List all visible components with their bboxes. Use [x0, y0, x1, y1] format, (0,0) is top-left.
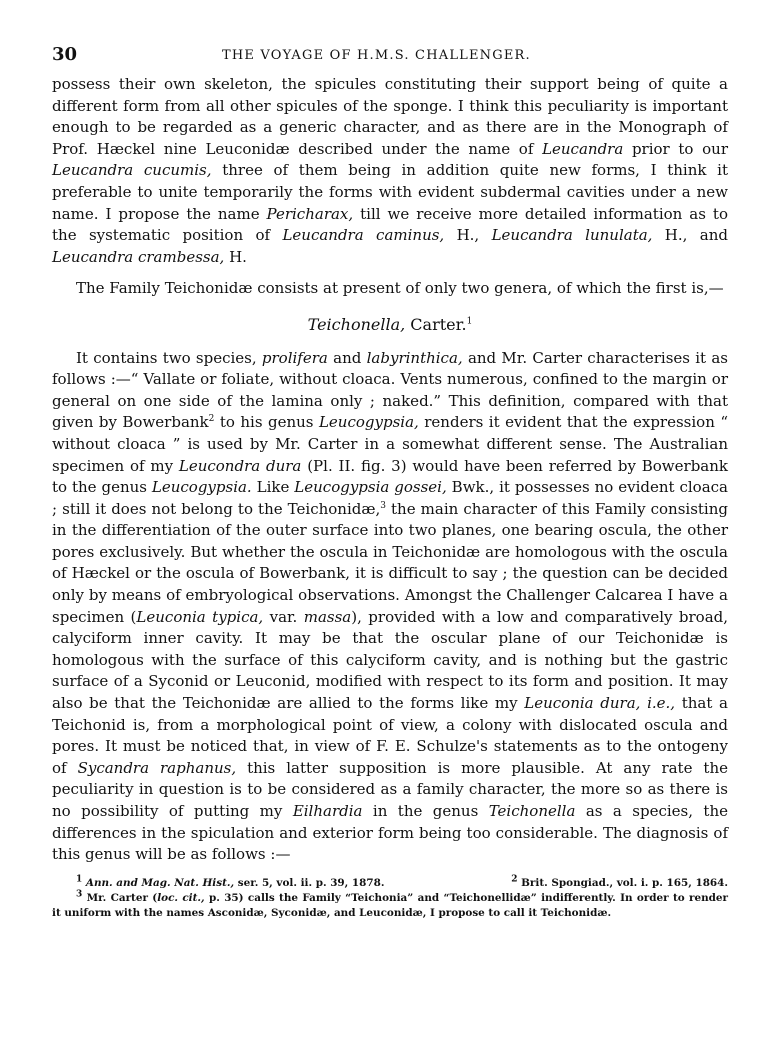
- section-heading: Teichonella, Carter.$^1$: [307, 314, 473, 334]
- paragraph-continuation: possess their own skeleton, the spicules constituting their support being of quite a different form from all other spicules of the sponge. I think this peculiarity is important enough to be regarded as a generic character, and as there are in the Monograph of Prof. Hæckel nine Leuconidæ described under the name of Leucandra prior to our Leucandra cucumis, three of them being in addition quite new forms, I think it preferable to unite temporarily the forms with evident subdermal cavities under a new name. I propose the name Pericharax, till we receive more detailed information as to the systematic position of Leucandra caminus, H., Leucandra lunulata, H., and Leucandra crambessa, H.: [52, 75, 729, 266]
- page: [52, 44, 728, 921]
- footnote-1: $^1$ Ann. and Mag. Nat. Hist., ser. 5, vol. ii. p. 39, 1878.: [76, 874, 385, 889]
- paragraph-family: The Family Teichonidæ consists at present of only two genera, of which the first is,—: [76, 279, 724, 298]
- footnotes: [52, 876, 728, 921]
- page-header: [52, 44, 728, 74]
- footnote-ref: 3: [380, 500, 386, 511]
- footnote-ref: 1: [466, 316, 473, 327]
- running-head: THE VOYAGE OF H.M.S. CHALLENGER.: [222, 48, 531, 63]
- body-text: [52, 74, 728, 866]
- page-number: 30: [52, 44, 78, 65]
- paragraph-teichonella: It contains two species, prolifera and labyrinthica, and Mr. Carter characterises it as follows :—“ Vallate or foliate, without cloaca. Vents numerous, confined to the margin or general on one side of the lamina only ; naked.” This definition, compared with that given by Bowerbank$^2$ to his genus Leucogypsia, renders it evident that the expression “ without cloaca ” is used by Mr. Carter in a somewhat different sense. The Australian specimen of my Leucondra dura (Pl. II. fig. 3) would have been referred by Bowerbank to the genus Leucogypsia. Like Leucogypsia gossei, Bwk., it possesses no evident cloaca ; still it does not belong to the Teichonidæ,$^3$ the main character of this Family consisting in the differentiation of the outer surface into two planes, one bearing oscula, the other pores exclusively. But whether the oscula in Teichonidæ are homologous with the oscula of Hæckel or the oscula of Bowerbank, it is difficult to say ; the question can be decided only by means of embryological observations. Amongst the Challenger Calcarea I have a specimen (Leuconia typica, var. massa), provided with a low and comparatively broad, calyciform inner cavity. It may be that the oscular plane of our Teichonidæ is homologous with the surface of this calyciform cavity, and is nothing but the gastric surface of a Syconid or Leuconid, modified with respect to its form and position. It may also be that the Teichonidæ are allied to the forms like my Leuconia dura, i.e., that a Teichonid is, from a morphological point of view, a colony with dislocated oscula and pores. It must be noticed that, in view of F. E. Schulze's statements as to the ontogeny of Sycandra raphanus, this latter supposition is more plausible. At any rate the peculiarity in question is to be considered as a family character, the more so as there is no possibility of putting my Eilhardia in the genus Teichonella as a species, the differences in the spiculation and exterior form being too considerable. The diagnosis of this genus will be as follows :—: [52, 348, 729, 864]
- footnote-2: $^2$ Brit. Spongiad., vol. i. p. 165, 1864.: [511, 874, 728, 889]
- footnote-ref: 2: [208, 414, 215, 425]
- footnote-3: $^3$ Mr. Carter (loc. cit., p. 35) calls the Family “Teichonia” and “Teichonellidæ” indifferently. In order to render it uniform with the names Asconidæ, Syconidæ, and Leuconidæ, I propose to call it Teichonidæ.: [52, 889, 728, 919]
